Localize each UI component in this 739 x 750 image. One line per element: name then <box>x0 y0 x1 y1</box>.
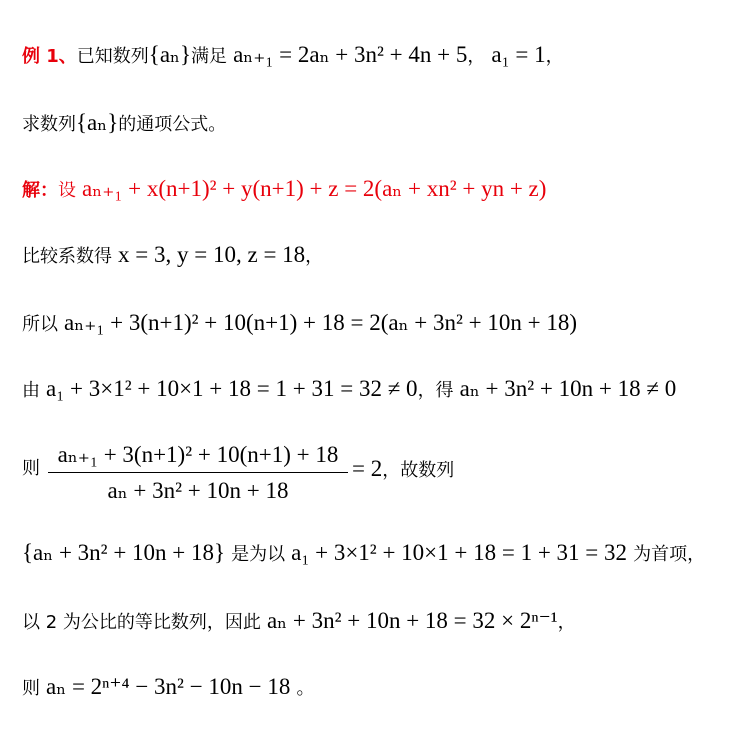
sequence-expression: {aₙ + 3n² + 10n + 18} <box>22 540 226 565</box>
final-line <box>22 672 729 704</box>
fraction-rhs-line <box>352 454 454 486</box>
get-equation: aₙ + 3n² + 10n + 18 ≠ 0 <box>459 376 677 401</box>
is-text: 是为以 <box>231 544 286 565</box>
geometric-equation: aₙ + 3n² + 10n + 18 = 32 × 2ⁿ⁻¹ <box>266 608 558 633</box>
question-line <box>22 108 729 140</box>
first-term-equation: a₁ + 3×1² + 10×1 + 18 = 1 + 31 = 32 <box>291 540 628 565</box>
initial-condition: a₁ = 1 <box>491 42 546 67</box>
ratio-text: 以 2 为公比的等比数列，因此 <box>22 612 261 633</box>
so-text: 所以 <box>22 314 58 335</box>
compare-line <box>22 240 729 272</box>
ratio-line <box>22 606 729 638</box>
from-line <box>22 374 729 406</box>
given-text: 已知数列 <box>76 46 149 67</box>
question-pre: 求数列 <box>22 114 76 135</box>
final-text: 则 <box>22 678 40 699</box>
get-text: ，得 <box>417 380 454 401</box>
question-post: 的通项公式。 <box>118 114 227 135</box>
final-equation: aₙ = 2ⁿ⁺⁴ − 3n² − 10n − 18 <box>46 674 291 699</box>
example-label: 例 1、 <box>22 46 77 67</box>
final-end: 。 <box>296 678 315 699</box>
end-comma: ， <box>545 46 564 67</box>
separator: ， <box>467 46 486 67</box>
from-text: 由 <box>22 380 40 401</box>
geometric-end: ， <box>557 612 576 633</box>
first-term-text: 为首项， <box>633 544 706 565</box>
so-line <box>22 308 729 340</box>
solution-line <box>22 174 729 206</box>
question-sequence: {aₙ} <box>76 110 119 135</box>
fraction-numerator: aₙ₊₁ + 3(n+1)² + 10(n+1) + 18 <box>57 442 339 467</box>
compare-end: ， <box>305 246 324 267</box>
set-word: 设 <box>58 180 76 201</box>
solution-label: 解： <box>22 180 58 201</box>
compare-text: 比较系数得 <box>22 246 112 267</box>
fraction-denominator: aₙ + 3n² + 10n + 18 <box>107 478 289 503</box>
sequence-line <box>22 538 729 570</box>
assumption-formula: aₙ₊₁ + x(n+1)² + y(n+1) + z = 2(aₙ + xn² + yn + z) <box>82 176 547 201</box>
ratio-fraction <box>46 438 350 507</box>
then-text: 则 <box>22 458 40 479</box>
fraction-rhs: = 2 <box>352 456 383 481</box>
from-equation: a₁ + 3×1² + 10×1 + 18 = 1 + 31 = 32 ≠ 0 <box>46 376 418 401</box>
satisfies-text: 满足 <box>191 46 228 67</box>
therefore-text: ，故数列 <box>382 460 455 481</box>
recurrence-formula: aₙ₊₁ = 2aₙ + 3n² + 4n + 5 <box>233 42 468 67</box>
so-equation: aₙ₊₁ + 3(n+1)² + 10(n+1) + 18 = 2(aₙ + 3n² + 10n + 18) <box>64 310 578 335</box>
sequence-symbol: {aₙ} <box>148 42 192 67</box>
coefficient-values: x = 3, y = 10, z = 18 <box>118 242 306 267</box>
problem-statement <box>22 40 729 72</box>
